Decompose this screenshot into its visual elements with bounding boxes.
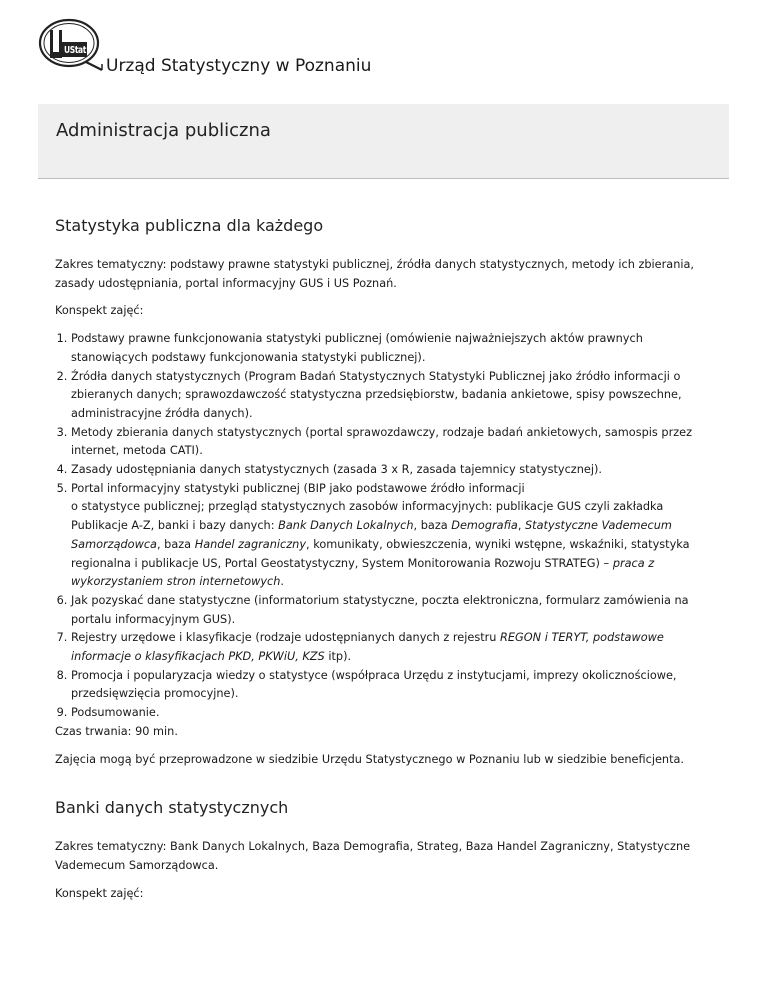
outline-item: [71, 368, 705, 424]
outline-item: [71, 704, 705, 723]
outline-list: [55, 330, 705, 723]
outline-item: [71, 629, 705, 666]
outline-item-text: , baza: [413, 519, 452, 533]
page-title: Administracja publiczna: [56, 120, 271, 141]
outline-item-text: , komunikaty, obwieszczenia, wyniki wstępne, wskaźniki, statystyka regionalna i publikacje US, Portal Geostatystyczny, System Monitorowania Rozwoju STRATEG) –: [71, 537, 690, 570]
ustat-logo[interactable]: [38, 18, 104, 74]
outline-item: [71, 480, 705, 592]
outline-label: Konspekt zajęć:: [55, 304, 144, 318]
main-content: [55, 216, 705, 912]
section-title: Statystyka publiczna dla każdego: [55, 216, 324, 235]
outline-item: [71, 461, 705, 480]
outline-item-emphasis: Demografia: [451, 519, 518, 533]
outline-item-text: Metody zbierania danych statystycznych (portal sprawozdawczy, rodzaje badań ankietowych, samospis przez internet, metoda CATI).: [71, 425, 693, 458]
outline-item: [71, 330, 705, 367]
outline-item-text: Rejestry urzędowe i klasyfikacje (rodzaje udostępnianych danych z rejestru: [71, 631, 501, 645]
outline-label: Konspekt zajęć:: [55, 886, 144, 900]
outline-item-emphasis: Statystyczne Vademecum Samorządowca: [71, 519, 672, 551]
page-banner: [38, 104, 729, 179]
duration-text: Czas trwania: 90 min.: [55, 724, 178, 738]
outline-item-emphasis: Handel zagraniczny: [194, 537, 307, 551]
outline-item-text: .: [280, 575, 285, 589]
logo-text: UStat: [64, 45, 87, 56]
outline-item-emphasis: REGON i TERYT, podstawowe informacje o klasyfikacjach PKD, PKWiU, KZS: [71, 631, 664, 664]
outline-item-emphasis: praca z wykorzystaniem stron internetowych: [71, 556, 655, 589]
outline-item: [71, 424, 705, 461]
section-scope: Zakres tematyczny: Bank Danych Lokalnych, Baza Demografia, Strateg, Baza Handel Zagraniczny, Statystyczne Vademecum Samorządowca.: [55, 840, 691, 872]
outline-item-text: , baza: [156, 537, 195, 551]
outline-item-text: Podstawy prawne funkcjonowania statystyki publicznej (omówienie najważniejszych aktów prawnych stanowiących podstawy funkcjonowania statystyki publicznej).: [71, 332, 643, 364]
outline-item-text: ,: [517, 519, 525, 533]
location-note: Zajęcia mogą być przeprowadzone w siedzibie Urzędu Statystycznego w Poznaniu lub w siedzibie beneficjenta.: [55, 752, 685, 766]
outline-item-text: Źródła danych statystycznych (Program Badań Statystycznych Statystyki Publicznej jako źródło informacji o zbieranych danych; sprawozdawczość statystyczna przedsiębiorstw, badania ankietowe, spisy powszechne, administracyjne źródła danych).: [71, 369, 682, 420]
outline-item-text: o statystyce publicznej; przegląd statystycznych zasobów informacyjnych: publikacje GUS czyli zakładka Publikacje A-Z, banki i bazy danych:: [71, 500, 664, 533]
outline-item-text: itp).: [324, 650, 352, 664]
section-title: Banki danych statystycznych: [55, 798, 289, 818]
outline-item: [71, 667, 705, 704]
site-title: Urząd Statystyczny w Poznaniu: [106, 56, 372, 76]
outline-item-text: Portal informacyjny statystyki publicznej (BIP jako podstawowe źródło informacji: [71, 481, 525, 495]
outline-item-text: Podsumowanie.: [71, 706, 160, 720]
outline-item-emphasis: Bank Danych Lokalnych: [278, 519, 414, 533]
section-scope: Zakres tematyczny: podstawy prawne statystyki publicznej, źródła danych statystycznych, metody ich zbierania, zasady udostępniania, portal informacyjny GUS i US Poznań.: [55, 258, 695, 290]
outline-item: [71, 592, 705, 629]
outline-item-text: Zasady udostępniania danych statystycznych (zasada 3 x R, zasada tajemnicy statystycznej).: [71, 463, 602, 477]
outline-item-text: Jak pozyskać dane statystyczne (informatorium statystyczne, poczta elektroniczna, formularz zamówienia na portalu informacyjnym GUS).: [71, 593, 689, 626]
outline-item-text: Promocja i popularyzacja wiedzy o statystyce (współpraca Urzędu z instytucjami, imprezy okolicznościowe, przedsięwzięcia promocyjne).: [71, 668, 677, 701]
